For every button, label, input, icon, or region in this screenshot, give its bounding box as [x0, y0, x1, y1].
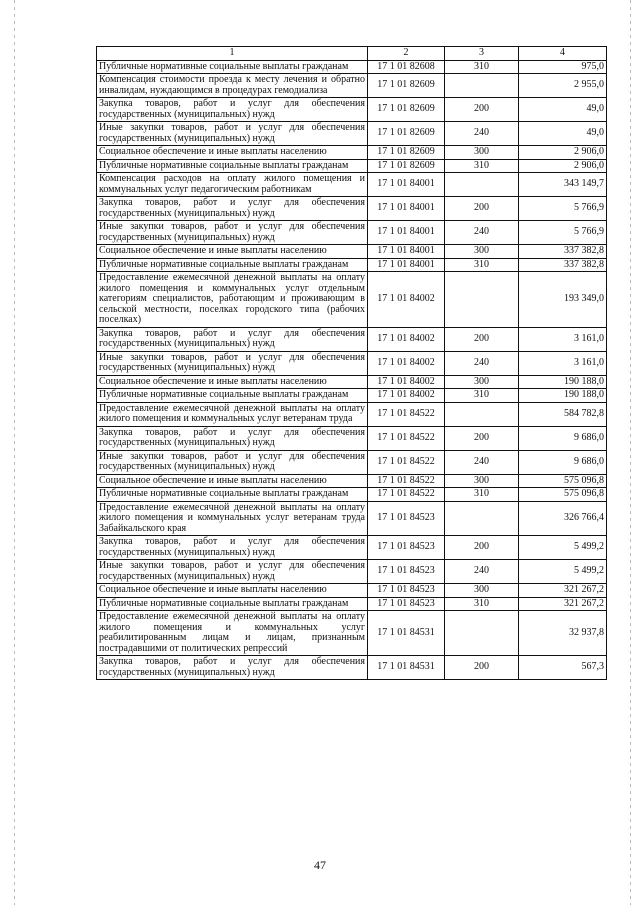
row-code-cell: 17 1 01 84523 [368, 584, 445, 598]
row-sum-cell: 2 955,0 [519, 74, 607, 98]
row-sum-cell: 5 766,9 [519, 221, 607, 245]
row-vr-cell: 310 [445, 159, 519, 173]
row-vr-cell: 300 [445, 584, 519, 598]
row-name-cell: Публичные нормативные социальные выплаты гражданам [97, 60, 368, 74]
row-name-cell: Предоставление ежемесячной денежной выплаты на оплату жилого помещения и коммунальных услуг ветеранам труда Забайкальского края [97, 501, 368, 536]
row-vr-cell: 310 [445, 488, 519, 502]
row-sum-cell: 337 382,8 [519, 245, 607, 259]
row-vr-cell: 300 [445, 474, 519, 488]
row-sum-cell: 321 267,2 [519, 584, 607, 598]
row-name-cell: Закупка товаров, работ и услуг для обеспечения государственных (муниципальных) нужд [97, 656, 368, 680]
row-sum-cell: 9 686,0 [519, 426, 607, 450]
row-vr-cell [445, 272, 519, 328]
row-vr-cell: 310 [445, 60, 519, 74]
row-vr-cell [445, 402, 519, 426]
row-code-cell: 17 1 01 82609 [368, 98, 445, 122]
row-vr-cell: 200 [445, 327, 519, 351]
header-col-name: 1 [97, 47, 368, 61]
table-row [97, 122, 607, 146]
table-row [97, 450, 607, 474]
row-vr-cell: 310 [445, 389, 519, 403]
table-row [97, 327, 607, 351]
row-code-cell: 17 1 01 82609 [368, 122, 445, 146]
row-name-cell: Предоставление ежемесячной денежной выплаты на оплату жилого помещения и коммунальных услуг реабилитированным лицам и лицам, признанным пострадавшими от политических репрессий [97, 611, 368, 656]
row-vr-cell: 200 [445, 536, 519, 560]
table-row [97, 426, 607, 450]
row-sum-cell: 575 096,8 [519, 474, 607, 488]
header-col-sum: 4 [519, 47, 607, 61]
table-row [97, 74, 607, 98]
table-row [97, 536, 607, 560]
row-sum-cell: 190 188,0 [519, 389, 607, 403]
row-vr-cell: 200 [445, 656, 519, 680]
table-row [97, 98, 607, 122]
row-sum-cell: 575 096,8 [519, 488, 607, 502]
row-code-cell: 17 1 01 84001 [368, 258, 445, 272]
row-name-cell: Закупка товаров, работ и услуг для обеспечения государственных (муниципальных) нужд [97, 327, 368, 351]
row-code-cell: 17 1 01 84002 [368, 351, 445, 375]
row-code-cell: 17 1 01 84531 [368, 611, 445, 656]
row-vr-cell: 240 [445, 450, 519, 474]
row-sum-cell: 3 161,0 [519, 351, 607, 375]
row-name-cell: Иные закупки товаров, работ и услуг для обеспечения государственных (муниципальных) нужд [97, 560, 368, 584]
row-vr-cell: 200 [445, 98, 519, 122]
row-name-cell: Закупка товаров, работ и услуг для обеспечения государственных (муниципальных) нужд [97, 197, 368, 221]
row-name-cell: Закупка товаров, работ и услуг для обеспечения государственных (муниципальных) нужд [97, 426, 368, 450]
row-sum-cell: 326 766,4 [519, 501, 607, 536]
row-code-cell: 17 1 01 84522 [368, 488, 445, 502]
row-sum-cell: 343 149,7 [519, 173, 607, 197]
header-col-vr: 3 [445, 47, 519, 61]
header-col-code: 2 [368, 47, 445, 61]
table-row [97, 272, 607, 328]
row-vr-cell: 240 [445, 221, 519, 245]
row-code-cell: 17 1 01 84522 [368, 426, 445, 450]
row-sum-cell: 5 499,2 [519, 560, 607, 584]
row-name-cell: Предоставление ежемесячной денежной выплаты на оплату жилого помещения и коммунальных услуг отдельным категориям специалистов, работающим и проживающим в сельской местности, поселках городского типа (рабочих поселках) [97, 272, 368, 328]
table-row [97, 351, 607, 375]
scan-edge-right [630, 0, 631, 905]
row-vr-cell: 300 [445, 146, 519, 160]
row-vr-cell: 240 [445, 560, 519, 584]
row-sum-cell: 9 686,0 [519, 450, 607, 474]
row-code-cell: 17 1 01 84522 [368, 402, 445, 426]
row-sum-cell: 190 188,0 [519, 375, 607, 389]
row-name-cell: Иные закупки товаров, работ и услуг для обеспечения государственных (муниципальных) нужд [97, 122, 368, 146]
row-vr-cell [445, 501, 519, 536]
row-name-cell: Публичные нормативные социальные выплаты гражданам [97, 258, 368, 272]
row-name-cell: Публичные нормативные социальные выплаты гражданам [97, 159, 368, 173]
row-name-cell: Компенсация стоимости проезда к месту лечения и обратно инвалидам, нуждающимся в процедурах гемодиализа [97, 74, 368, 98]
row-name-cell: Закупка товаров, работ и услуг для обеспечения государственных (муниципальных) нужд [97, 98, 368, 122]
row-sum-cell: 584 782,8 [519, 402, 607, 426]
table-row [97, 146, 607, 160]
row-name-cell: Публичные нормативные социальные выплаты гражданам [97, 597, 368, 611]
row-code-cell: 17 1 01 84523 [368, 597, 445, 611]
row-vr-cell: 200 [445, 197, 519, 221]
row-name-cell: Социальное обеспечение и иные выплаты населению [97, 584, 368, 598]
table-body [97, 60, 607, 680]
table-row [97, 375, 607, 389]
row-code-cell: 17 1 01 84002 [368, 375, 445, 389]
row-code-cell: 17 1 01 84001 [368, 197, 445, 221]
table-row [97, 245, 607, 259]
row-sum-cell: 193 349,0 [519, 272, 607, 328]
row-vr-cell [445, 74, 519, 98]
row-vr-cell [445, 611, 519, 656]
table-row [97, 597, 607, 611]
row-code-cell: 17 1 01 84001 [368, 221, 445, 245]
table-row [97, 402, 607, 426]
row-code-cell: 17 1 01 84002 [368, 389, 445, 403]
table-row [97, 584, 607, 598]
table-row [97, 501, 607, 536]
table-row [97, 560, 607, 584]
row-name-cell: Иные закупки товаров, работ и услуг для обеспечения государственных (муниципальных) нужд [97, 450, 368, 474]
row-code-cell: 17 1 01 84002 [368, 327, 445, 351]
row-name-cell: Предоставление ежемесячной денежной выплаты на оплату жилого помещения и коммунальных услуг ветеранам труда [97, 402, 368, 426]
table-row [97, 60, 607, 74]
table-row [97, 258, 607, 272]
row-vr-cell: 300 [445, 375, 519, 389]
table-row [97, 488, 607, 502]
row-sum-cell: 32 937,8 [519, 611, 607, 656]
row-name-cell: Социальное обеспечение и иные выплаты населению [97, 146, 368, 160]
row-sum-cell: 5 499,2 [519, 536, 607, 560]
row-code-cell: 17 1 01 84002 [368, 272, 445, 328]
row-vr-cell: 240 [445, 351, 519, 375]
page-number: 47 [314, 858, 326, 872]
table-row [97, 656, 607, 680]
row-sum-cell: 49,0 [519, 98, 607, 122]
table-row [97, 611, 607, 656]
row-name-cell: Социальное обеспечение и иные выплаты населению [97, 474, 368, 488]
table-row [97, 173, 607, 197]
row-name-cell: Социальное обеспечение и иные выплаты населению [97, 375, 368, 389]
row-code-cell: 17 1 01 82609 [368, 74, 445, 98]
row-code-cell: 17 1 01 82609 [368, 159, 445, 173]
row-sum-cell: 49,0 [519, 122, 607, 146]
row-name-cell: Компенсация расходов на оплату жилого помещения и коммунальных услуг педагогическим работникам [97, 173, 368, 197]
row-sum-cell: 321 267,2 [519, 597, 607, 611]
table-row [97, 474, 607, 488]
row-code-cell: 17 1 01 84531 [368, 656, 445, 680]
row-code-cell: 17 1 01 84522 [368, 450, 445, 474]
row-sum-cell: 5 766,9 [519, 197, 607, 221]
scan-edge-left [14, 0, 15, 905]
row-code-cell: 17 1 01 84523 [368, 501, 445, 536]
row-sum-cell: 3 161,0 [519, 327, 607, 351]
row-code-cell: 17 1 01 84522 [368, 474, 445, 488]
row-name-cell: Публичные нормативные социальные выплаты гражданам [97, 488, 368, 502]
row-vr-cell: 310 [445, 258, 519, 272]
row-sum-cell: 2 906,0 [519, 159, 607, 173]
row-name-cell: Иные закупки товаров, работ и услуг для обеспечения государственных (муниципальных) нужд [97, 221, 368, 245]
row-name-cell: Социальное обеспечение и иные выплаты населению [97, 245, 368, 259]
row-sum-cell: 2 906,0 [519, 146, 607, 160]
row-sum-cell: 975,0 [519, 60, 607, 74]
row-code-cell: 17 1 01 84001 [368, 173, 445, 197]
row-vr-cell: 200 [445, 426, 519, 450]
row-vr-cell: 240 [445, 122, 519, 146]
row-vr-cell: 310 [445, 597, 519, 611]
row-sum-cell: 337 382,8 [519, 258, 607, 272]
row-code-cell: 17 1 01 82609 [368, 146, 445, 160]
table-header-row [97, 47, 607, 61]
row-name-cell: Закупка товаров, работ и услуг для обеспечения государственных (муниципальных) нужд [97, 536, 368, 560]
row-code-cell: 17 1 01 84523 [368, 536, 445, 560]
row-vr-cell [445, 173, 519, 197]
table-row [97, 221, 607, 245]
row-code-cell: 17 1 01 84001 [368, 245, 445, 259]
table-row [97, 159, 607, 173]
table-row [97, 389, 607, 403]
table-row [97, 197, 607, 221]
row-name-cell: Публичные нормативные социальные выплаты гражданам [97, 389, 368, 403]
row-sum-cell: 567,3 [519, 656, 607, 680]
row-name-cell: Иные закупки товаров, работ и услуг для обеспечения государственных (муниципальных) нужд [97, 351, 368, 375]
budget-table [96, 46, 607, 680]
row-code-cell: 17 1 01 84523 [368, 560, 445, 584]
row-code-cell: 17 1 01 82608 [368, 60, 445, 74]
row-vr-cell: 300 [445, 245, 519, 259]
